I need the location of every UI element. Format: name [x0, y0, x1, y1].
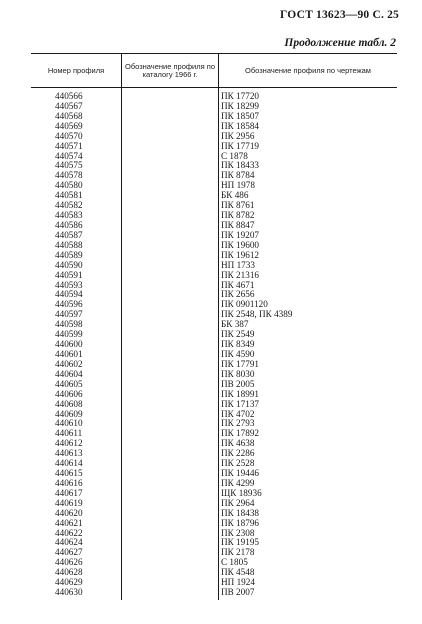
drawing-designation-cell: БК 387	[221, 319, 249, 330]
profile-number-cell: 440594	[55, 289, 83, 300]
column-header-drawing-designation: Обозначение профиля по чертежам	[245, 65, 371, 75]
profile-number-cell: 440624	[55, 537, 83, 548]
profile-number-cell: 440602	[55, 358, 83, 369]
drawing-designation-cell: ПК 18433	[221, 160, 260, 171]
drawing-designation-cell: НП 1733	[221, 259, 255, 270]
table-continuation-caption: Продолжение табл. 2	[284, 37, 396, 49]
drawing-designation-cell: ПК 18796	[221, 517, 260, 528]
profile-number-cell: 440615	[55, 468, 83, 479]
profile-number-cell: 440617	[55, 487, 83, 498]
drawing-designation-cell: ПК 19207	[221, 229, 260, 240]
drawing-designation-cell: ПК 2308	[221, 527, 255, 538]
drawing-designation-cell: ПК 0901120	[221, 299, 268, 310]
profile-number-cell: 440575	[55, 160, 83, 171]
drawing-designation-cell: ПК 8782	[221, 210, 255, 221]
profile-number-cell: 440613	[55, 448, 83, 459]
drawing-designation-cell: ПК 2956	[221, 130, 255, 141]
drawing-designation-cell: ПК 2178	[221, 547, 255, 558]
profile-number-cell: 440612	[55, 438, 83, 449]
drawing-designation-cell: ПК 4638	[221, 438, 255, 449]
profile-number-cell: 440570	[55, 130, 83, 141]
drawing-designation-cell: ПК 2548, ПК 4389	[221, 309, 293, 320]
profile-number-cell: 440620	[55, 507, 83, 518]
profile-number-cell: 440596	[55, 299, 83, 310]
profile-number-cell: 440630	[55, 587, 83, 598]
drawing-designation-cell: С 1805	[221, 557, 248, 568]
drawing-designation-cell: С 1878	[221, 150, 248, 161]
drawing-designation-cell: ПК 4702	[221, 408, 255, 419]
drawing-designation-cell: ПК 2286	[221, 448, 255, 459]
profile-number-cell: 440569	[55, 120, 83, 131]
profile-number-cell: 440629	[55, 577, 83, 588]
table-row	[0, 588, 422, 598]
profile-number-cell: 440571	[55, 140, 83, 151]
drawing-designation-cell: ПК 18507	[221, 110, 260, 121]
profile-number-cell: 440587	[55, 229, 83, 240]
drawing-designation-cell: ПВ 2005	[221, 378, 255, 389]
profile-number-cell: 440568	[55, 110, 83, 121]
drawing-designation-cell: ПК 17720	[221, 91, 260, 101]
drawing-designation-cell: ПК 19446	[221, 468, 260, 479]
profile-number-cell: 440608	[55, 398, 83, 409]
profile-number-cell: 440604	[55, 368, 83, 379]
profile-number-cell: 440589	[55, 249, 83, 260]
drawing-designation-cell: ПК 4299	[221, 477, 255, 488]
profile-number-cell: 440590	[55, 259, 83, 270]
profile-number-cell: 440582	[55, 200, 83, 211]
drawing-designation-cell: ПК 8030	[221, 368, 255, 379]
profile-number-cell: 440567	[55, 100, 83, 111]
profile-number-cell: 440600	[55, 339, 83, 350]
profile-number-cell: 440619	[55, 497, 83, 508]
drawing-designation-cell: ПК 8784	[221, 170, 255, 181]
profile-number-cell: 440606	[55, 388, 83, 399]
profile-number-cell: 440591	[55, 269, 83, 280]
drawing-designation-cell: ПК 18991	[221, 388, 260, 399]
drawing-designation-cell: ПК 4590	[221, 348, 255, 359]
drawing-designation-cell: ПВ 2007	[221, 587, 255, 598]
drawing-designation-cell: ПК 17137	[221, 398, 260, 409]
profile-number-cell: 440580	[55, 180, 83, 191]
profile-number-cell: 440627	[55, 547, 83, 558]
column-header-profile-number: Номер профиля	[47, 66, 105, 75]
profile-number-cell: 440610	[55, 418, 83, 429]
drawing-designation-cell: БК 486	[221, 190, 249, 201]
table-top-rule	[31, 53, 397, 54]
drawing-designation-cell: ПК 18438	[221, 507, 260, 518]
profile-number-cell: 440614	[55, 458, 83, 469]
profile-number-cell: 440622	[55, 527, 83, 538]
drawing-designation-cell: ПК 2549	[221, 329, 255, 340]
drawing-designation-cell: ПК 2964	[221, 497, 255, 508]
profile-number-cell: 440581	[55, 190, 83, 201]
profile-number-cell: 440586	[55, 219, 83, 230]
profile-number-cell: 440626	[55, 557, 83, 568]
profile-number-cell: 440616	[55, 477, 83, 488]
table-row	[0, 400, 422, 410]
profile-number-cell: 440566	[55, 91, 83, 101]
drawing-designation-cell: ПК 4548	[221, 567, 255, 578]
drawing-designation-cell: ПК 18299	[221, 100, 260, 111]
table-header-rule	[31, 87, 397, 88]
drawing-designation-cell: ПК 8349	[221, 339, 255, 350]
drawing-designation-cell: ПК 17791	[221, 358, 260, 369]
drawing-designation-cell: ПК 2528	[221, 458, 255, 469]
drawing-designation-cell: ПК 8761	[221, 200, 255, 211]
drawing-designation-cell: ПК 19600	[221, 239, 260, 250]
profile-number-cell: 440605	[55, 378, 83, 389]
profile-number-cell: 440588	[55, 239, 83, 250]
drawing-designation-cell: ПК 4671	[221, 279, 255, 290]
profile-number-cell: 440609	[55, 408, 83, 419]
profile-number-cell: 440601	[55, 348, 83, 359]
profile-number-cell: 440628	[55, 567, 83, 578]
drawing-designation-cell: ПК 8847	[221, 219, 255, 230]
profile-number-cell: 440611	[55, 428, 83, 439]
profile-number-cell: 440593	[55, 279, 83, 290]
profile-number-cell: 440574	[55, 150, 83, 161]
drawing-designation-cell: НП 1978	[221, 180, 255, 191]
profile-number-cell: 440583	[55, 210, 83, 221]
profile-number-cell: 440578	[55, 170, 83, 181]
drawing-designation-cell: ПК 2656	[221, 289, 255, 300]
table-body	[0, 92, 422, 598]
drawing-designation-cell: ПК 17892	[221, 428, 260, 439]
drawing-designation-cell: НП 1924	[221, 577, 255, 588]
page-header: ГОСТ 13623—90 С. 25	[280, 9, 399, 21]
column-header-catalog-1966: Обозначение профиля по каталогу 1966 г.	[125, 61, 215, 79]
profile-number-cell: 440621	[55, 517, 83, 528]
drawing-designation-cell: ПК 17719	[221, 140, 260, 151]
profile-number-cell: 440597	[55, 309, 83, 320]
profile-number-cell: 440598	[55, 319, 83, 330]
drawing-designation-cell: ПК 18584	[221, 120, 260, 131]
drawing-designation-cell: ПК 19195	[221, 537, 260, 548]
drawing-designation-cell: ЩК 18936	[221, 487, 262, 498]
drawing-designation-cell: ПК 2793	[221, 418, 255, 429]
drawing-designation-cell: ПК 19612	[221, 249, 260, 260]
profile-number-cell: 440599	[55, 329, 83, 340]
drawing-designation-cell: ПК 21316	[221, 269, 260, 280]
